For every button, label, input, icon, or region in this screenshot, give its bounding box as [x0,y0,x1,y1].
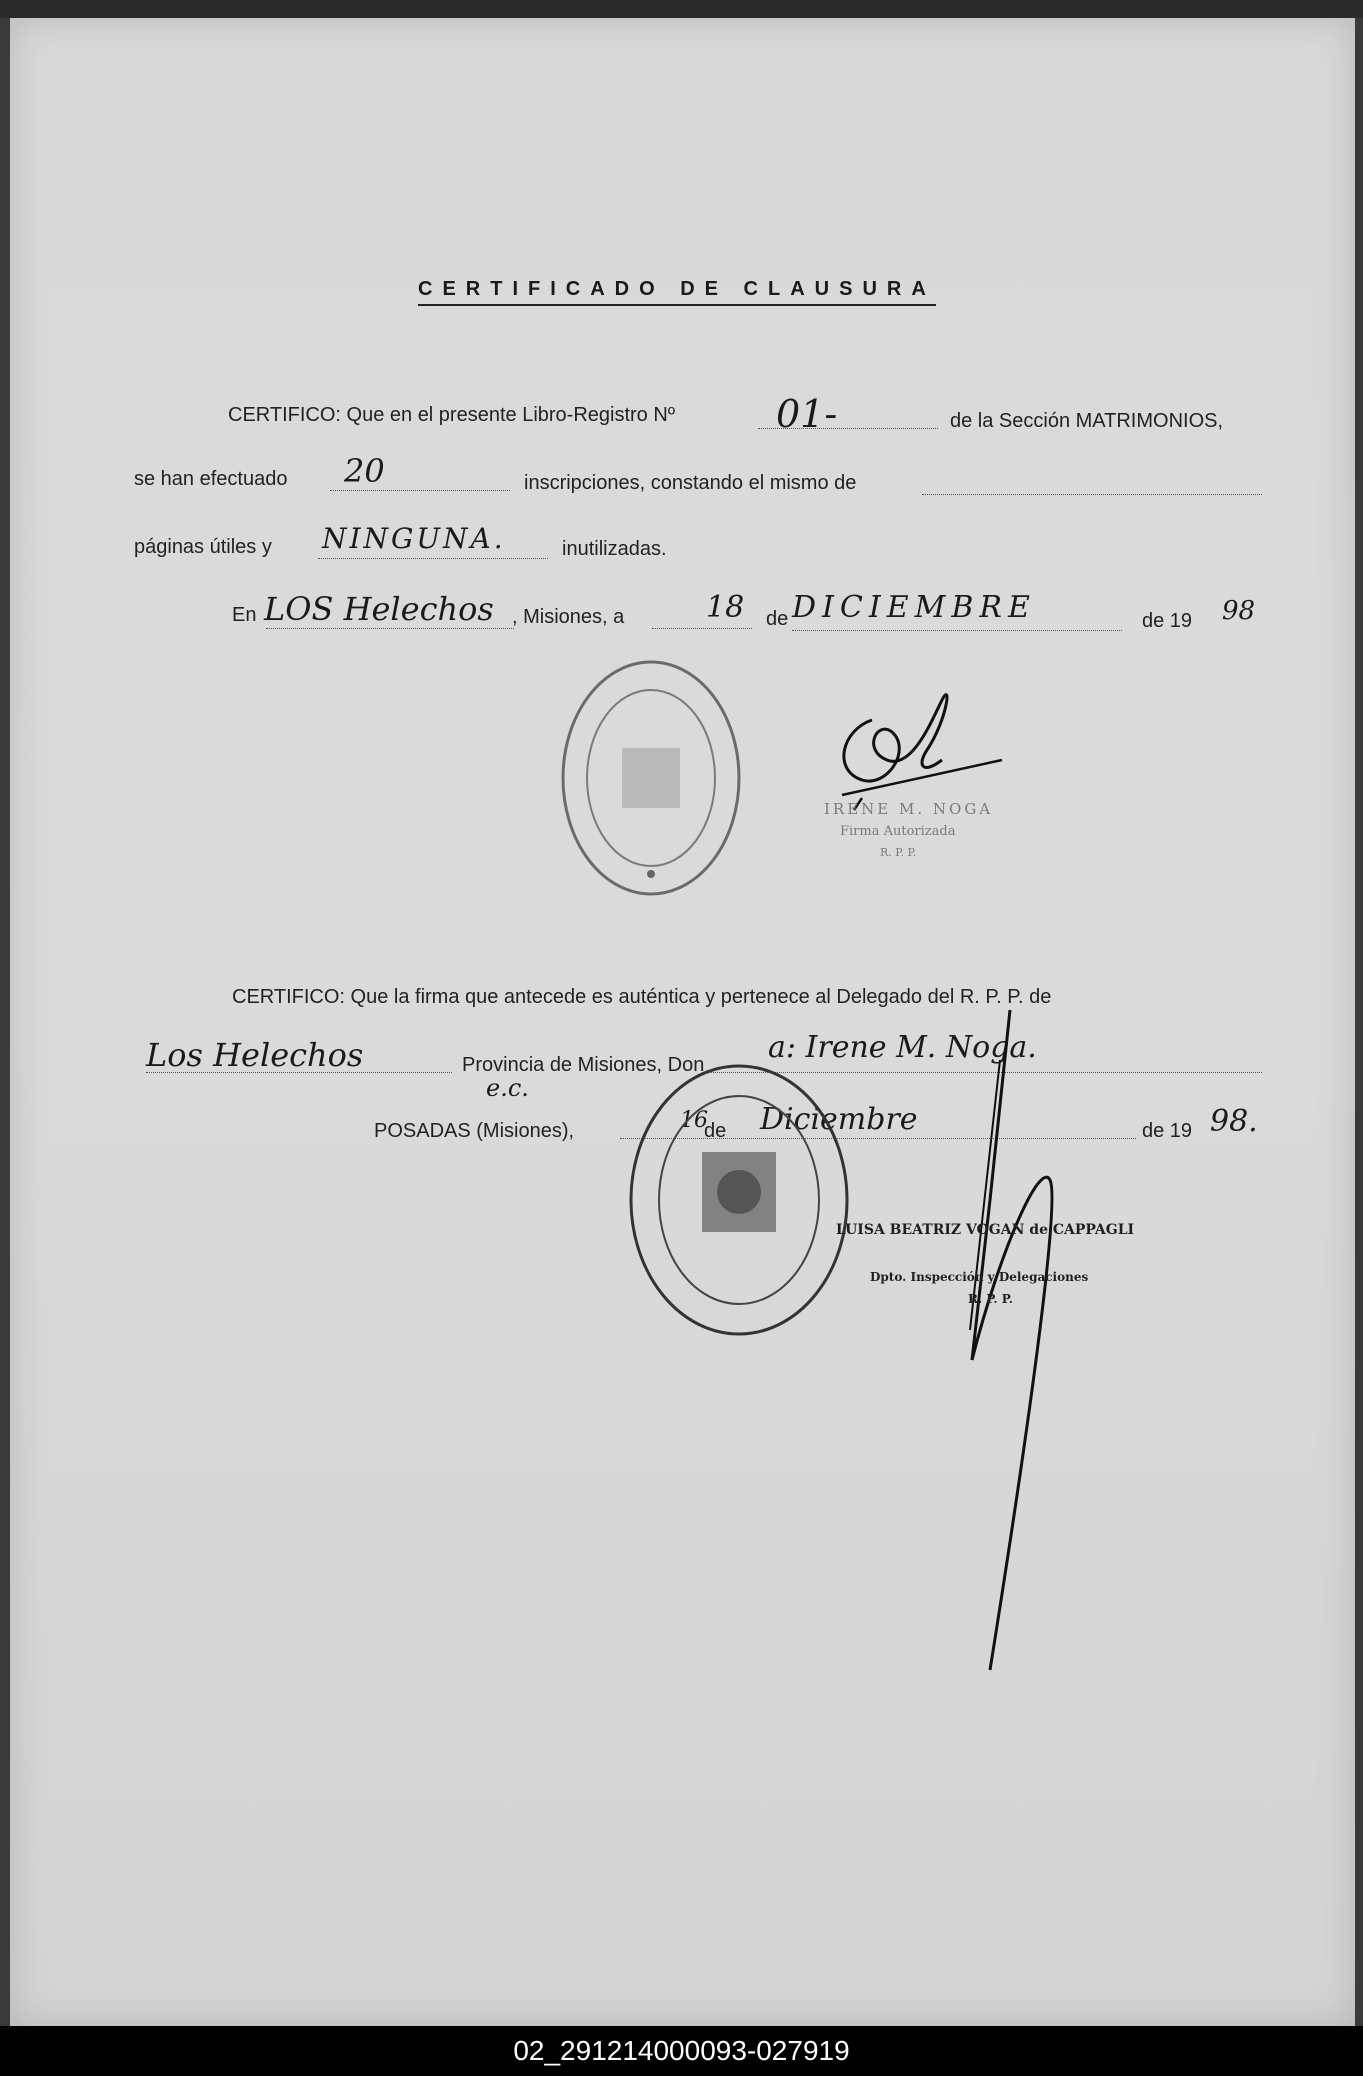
posadas-prefix: POSADAS (Misiones), [374,1120,575,1142]
line4-prefix: En [232,604,257,626]
lugar-dotted-field [266,628,514,629]
line2-dotted-field [330,490,510,491]
line3-dotted-field [318,558,548,559]
line4-mid1: , Misiones, a [512,606,625,628]
second-ec-handwritten: e.c. [486,1074,529,1102]
document-page [10,18,1355,2026]
second-de: de [704,1120,727,1142]
scan-footer-id: 02_291214000093-027919 [0,2026,1363,2076]
second-cert-line1: CERTIFICO: Que la firma que antecede es auténtica y pertenece al Delegado del R. P. P. de [232,986,1052,1008]
signature1-role: Firma Autorizada [840,824,956,839]
second-anio-prefix: de 19 [1142,1120,1193,1142]
seal-stamp-direccion-general [624,1060,854,1340]
anio-handwritten: 98 [1222,596,1256,626]
second-anio-handwritten: 98. [1210,1104,1258,1139]
second-cert-mid: Provincia de Misiones, Don [462,1054,705,1076]
second-lugar-handwritten: Los Helechos [146,1036,364,1074]
mes-handwritten: DICIEMBRE [792,590,1036,625]
dia-dotted-field [652,628,752,629]
mes-dotted-field [792,630,1122,631]
second-lugar-dotted-field [146,1072,452,1073]
signature2-name: LUISA BEATRIZ VOGAN de CAPPAGLI [836,1222,1135,1238]
second-mes-handwritten: Diciembre [760,1102,918,1137]
signature1-name: IRENE M. NOGA [824,800,994,818]
seal-stamp-delegacion [556,656,746,900]
signature2-role: Dpto. Inspección y Delegaciones [870,1270,1089,1284]
line2-prefix: se han efectuado [134,468,288,490]
signature-vogan [950,1000,1090,1680]
dia-handwritten: 18 [706,590,745,625]
line3-suffix: inutilizadas. [562,538,667,560]
document-title: CERTIFICADO DE CLAUSURA [418,278,936,306]
scan-top-edge [0,0,1363,18]
signature2-org: R. P. P. [968,1292,1013,1306]
libro-numero-handwritten: 01- [776,392,838,436]
second-dia-handwritten: 16 [680,1108,708,1133]
lugar-handwritten: LOS Helechos [264,590,494,628]
signature-noga [832,680,1012,820]
line3-prefix: páginas útiles y [134,536,272,558]
line4-mid3: de 19 [1142,610,1193,632]
line1-suffix: de la Sección MATRIMONIOS, [950,410,1224,432]
inscripciones-handwritten: 20 [344,452,385,490]
line4-mid2: de [766,608,789,630]
line1-prefix: CERTIFICO: Que en el presente Libro-Registro Nº [228,404,676,426]
second-nombre-handwritten: a: Irene M. Noga. [768,1030,1037,1065]
line2-suffix: inscripciones, constando el mismo de [524,472,857,494]
line2-dotted-field-end [922,494,1262,495]
signature1-org: R. P. P. [880,846,917,859]
inutilizadas-handwritten: NINGUNA. [322,522,506,555]
